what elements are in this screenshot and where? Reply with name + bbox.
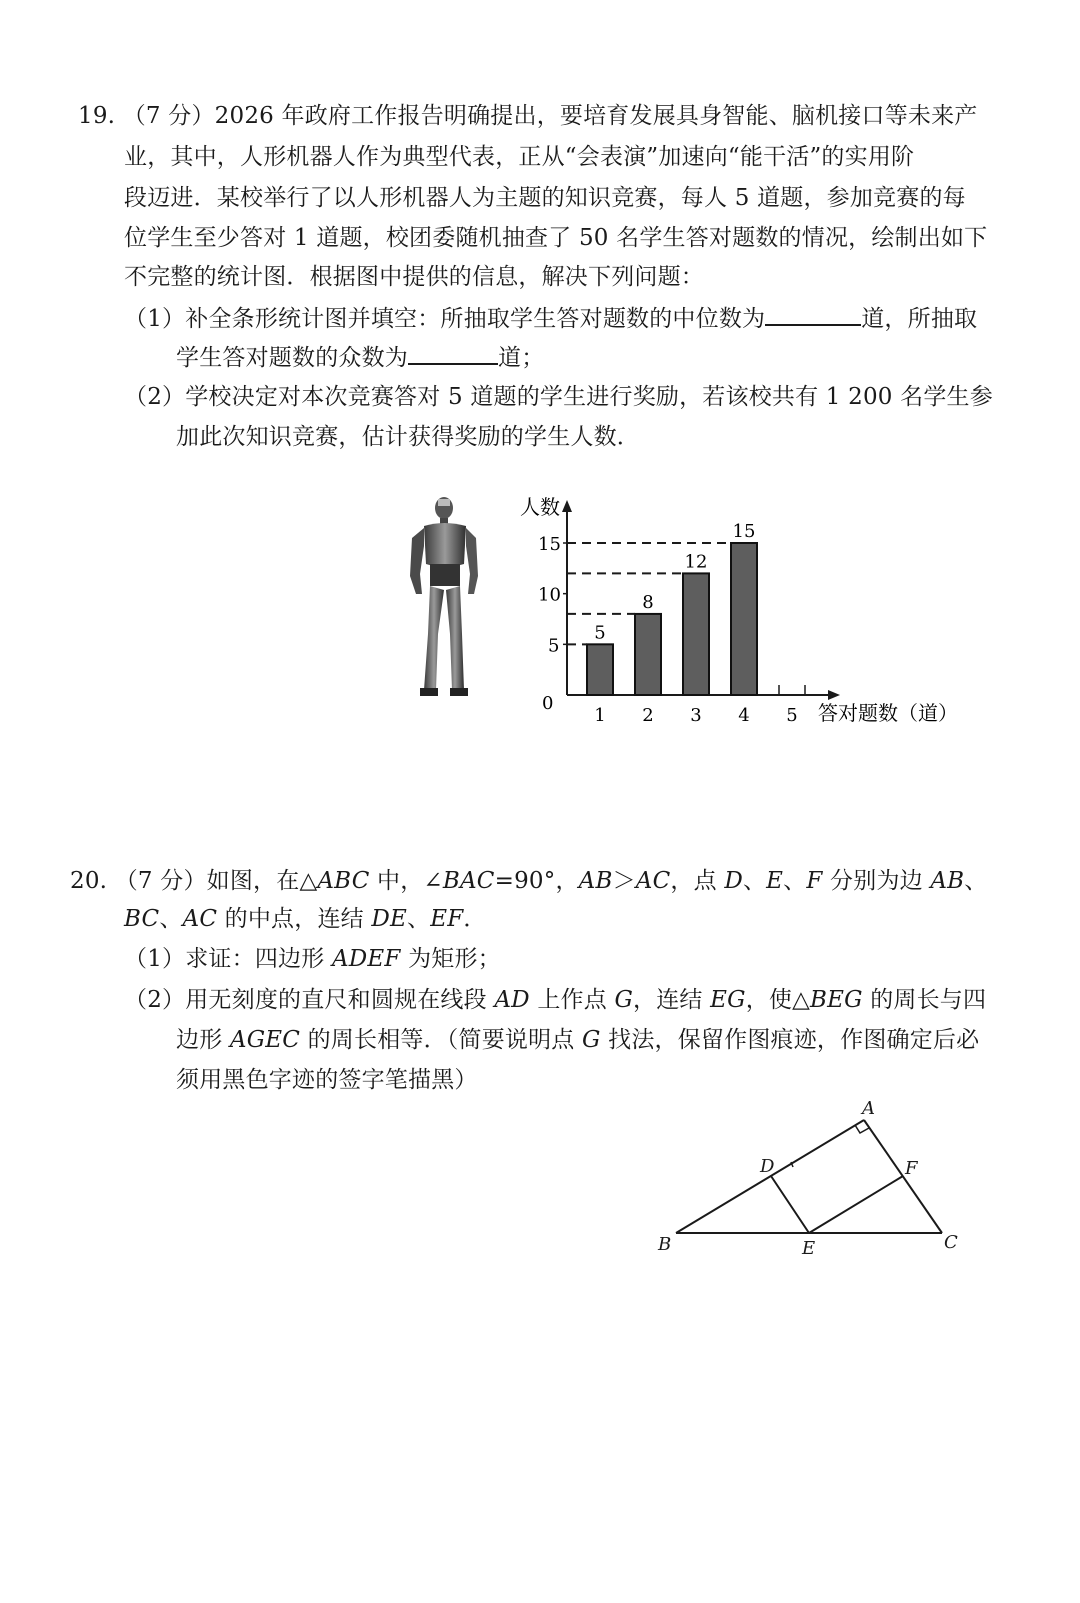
segment-EF xyxy=(809,1176,903,1233)
q20-text: 分别为边 xyxy=(822,868,931,894)
q20-text: 、 xyxy=(783,868,807,894)
label-E: E xyxy=(802,1238,816,1259)
label-A: A xyxy=(862,1098,875,1119)
bar-1 xyxy=(587,644,613,695)
q19-part1-text-c: 学生答对题数的众数为 xyxy=(176,345,408,371)
y-axis-label: 人数 xyxy=(520,495,560,519)
q20-part2-line-3: 须用黑色字迹的签字笔描黑） xyxy=(176,1067,478,1093)
q20-text: 边形 xyxy=(176,1027,230,1053)
q20-math: AB xyxy=(578,868,613,894)
bar-chart xyxy=(510,490,960,740)
x-tick-label: 2 xyxy=(642,705,654,726)
q20-part2-line-1 xyxy=(124,985,986,1015)
label-D: D xyxy=(760,1156,775,1177)
q20-text: 上作点 xyxy=(529,987,615,1013)
q20-text: 、 xyxy=(407,906,431,932)
q19-part2-line-1: （2）学校决定对本次竞赛答对 5 道题的学生进行奖励，若该校共有 1 200 名学生参 xyxy=(124,384,993,410)
x-tick-label: 4 xyxy=(738,705,750,726)
q20-text: （2）用无刻度的直尺和圆规在线段 xyxy=(124,987,495,1013)
q20-line-2 xyxy=(124,904,487,934)
q19-part1-text: （1）补全条形统计图并填空：所抽取学生答对题数的中位数为 xyxy=(124,306,766,332)
q20-number: 20. xyxy=(70,868,108,894)
q20-text: 的中点，连结 xyxy=(217,906,372,932)
q20-math: F xyxy=(806,868,823,894)
y-tick-label: 10 xyxy=(538,584,561,606)
x-axis-label: 答对题数（道） xyxy=(818,701,958,725)
bar-3 xyxy=(683,573,709,695)
q20-math: ADEF xyxy=(331,946,401,972)
q19-part1-line-1 xyxy=(124,302,977,334)
q20-text: 的周长相等．（简要说明点 xyxy=(300,1027,583,1053)
x-tick-label: 3 xyxy=(690,705,702,726)
q20-part2-line-2 xyxy=(176,1025,979,1055)
q20-score: （7 分） xyxy=(114,868,207,894)
label-F: F xyxy=(905,1158,918,1179)
q20-math: EF xyxy=(430,906,464,932)
q20-math: D xyxy=(724,868,743,894)
q20-math: G xyxy=(614,987,634,1013)
q20-text: 如图，在△ xyxy=(206,868,318,894)
answer-blank-median[interactable] xyxy=(765,302,861,326)
y-tick-label: 5 xyxy=(548,635,560,657)
q20-text: 的周长与四 xyxy=(862,987,987,1013)
q20-text: 、 xyxy=(742,868,767,894)
q20-text: 找法，保留作图痕迹，作图确定后必 xyxy=(600,1027,980,1053)
q20-text: 、 xyxy=(964,868,988,894)
q19-line-1 xyxy=(78,101,978,131)
y-tick-label: 0 xyxy=(542,693,554,714)
q19-number: 19. xyxy=(78,103,116,129)
q19-part2-line-2: 加此次知识竞赛，估计获得奖励的学生人数． xyxy=(176,424,640,450)
q20-math: DE xyxy=(371,906,408,932)
bar-4 xyxy=(731,543,757,695)
q20-text: ，使△ xyxy=(745,987,811,1013)
data-label: 12 xyxy=(684,551,708,573)
right-angle-mark xyxy=(855,1125,869,1133)
robot-illustration xyxy=(400,494,490,700)
q19-line-4: 位学生至少答对 1 道题，校团委随机抽查了 50 名学生答对题数的情况，绘制出如下 xyxy=(124,225,988,251)
data-label: 5 xyxy=(594,622,606,644)
bar-2 xyxy=(635,614,661,695)
q20-math: BAC xyxy=(442,868,495,894)
label-C: C xyxy=(944,1232,958,1253)
q20-math: BEG xyxy=(810,987,863,1013)
q20-math: G xyxy=(582,1027,601,1053)
q20-text: ，连结 xyxy=(633,987,711,1013)
q19-score: （7 分） xyxy=(122,103,215,129)
y-tick-label: 15 xyxy=(538,534,561,555)
q20-part1 xyxy=(124,944,501,974)
q20-math: AB xyxy=(930,868,965,894)
q19-line1-text: 2026 年政府工作报告明确提出，要培育发展具身智能、脑机接口等未来产 xyxy=(214,103,978,129)
q20-text: 中，∠ xyxy=(369,868,443,894)
q19-line-5: 不完整的统计图．根据图中提供的信息，解决下列问题： xyxy=(124,264,704,290)
q20-text: ，点 xyxy=(670,868,725,894)
x-tick-label: 5 xyxy=(786,705,798,726)
x-tick-label: 1 xyxy=(594,705,606,726)
q20-text: 、 xyxy=(159,906,183,932)
q20-line-1 xyxy=(70,866,987,896)
q20-text: ． xyxy=(463,906,487,932)
q20-math: ABC xyxy=(317,868,370,894)
q19-part1-text-d: 道； xyxy=(498,345,545,371)
y-axis-arrow xyxy=(562,500,572,512)
data-label: 15 xyxy=(732,521,756,542)
data-label: 8 xyxy=(642,591,654,613)
q20-math: AD xyxy=(494,987,530,1013)
q20-text: ＞ xyxy=(612,868,636,894)
segment-DE xyxy=(771,1176,809,1233)
q20-math: AGEC xyxy=(229,1027,301,1053)
q20-math: AC xyxy=(182,906,218,932)
q20-text: （1）求证：四边形 xyxy=(124,946,332,972)
q20-math: BC xyxy=(124,906,160,932)
answer-blank-mode[interactable] xyxy=(408,341,498,365)
q20-text: =90°， xyxy=(494,868,579,894)
triangle-figure xyxy=(650,1092,970,1267)
q20-math: E xyxy=(766,868,784,894)
q19-part1-line-2 xyxy=(176,341,544,373)
q20-math: EG xyxy=(710,987,746,1013)
q20-text: 为矩形； xyxy=(400,946,501,972)
x-axis-arrow xyxy=(828,690,840,700)
label-B: B xyxy=(658,1234,672,1255)
q19-part1-text-b: 道，所抽取 xyxy=(861,306,978,332)
q19-line-3: 段迈进．某校举行了以人形机器人为主题的知识竞赛，每人 5 道题，参加竞赛的每 xyxy=(124,185,966,211)
q20-math: AC xyxy=(635,868,671,894)
q19-line-2: 业，其中，人形机器人作为典型代表，正从“会表演”加速向“能干活”的实用阶 xyxy=(124,144,915,170)
